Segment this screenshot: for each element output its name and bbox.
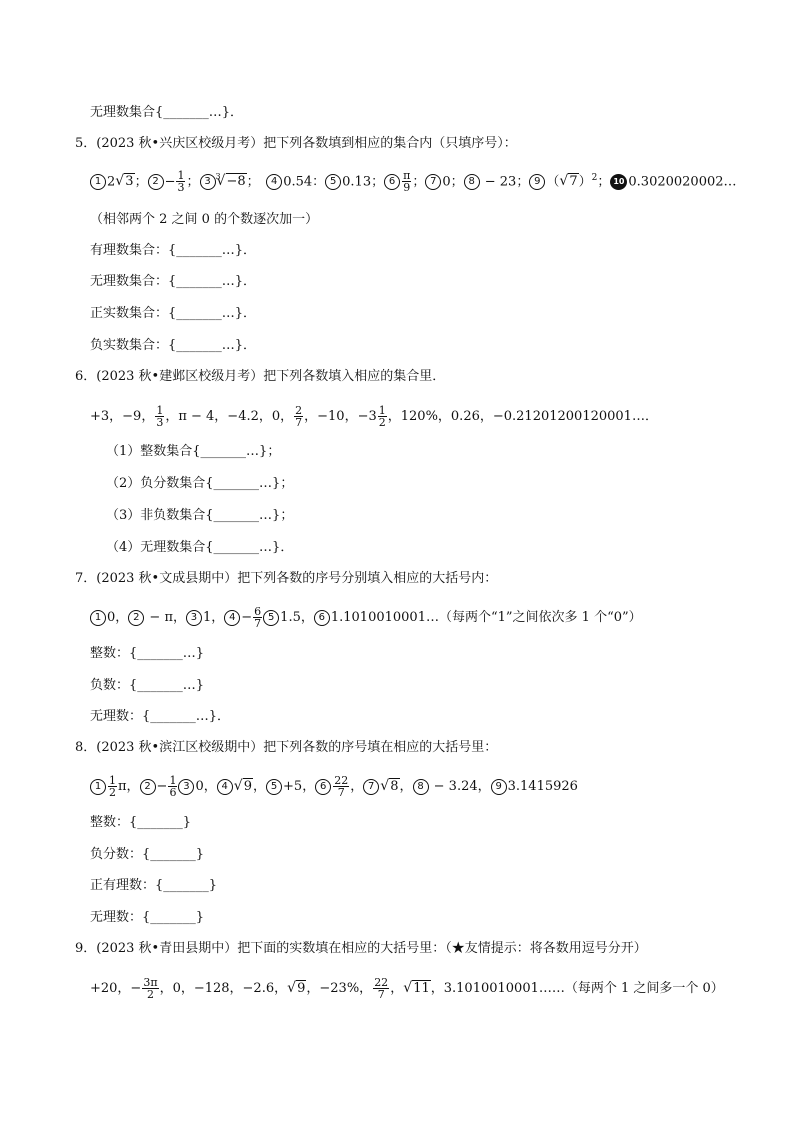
q6-header: 6．(2023 秋•建邺区校级月考）把下列各数填入相应的集合里． <box>75 369 446 384</box>
q6-numbers: +3，−9， $\frac{1}{3}$ ，π − 4，−4.2，0， $\frac{2}{7}$ ，−10，−3 $\frac{1}{2}$ ，120%，0.26，−0.21201200120001…． <box>90 404 658 429</box>
q9-header: 9．(2023 秋•青田县期中）把下面的实数填在相应的大括号里：（★友情提示：将各数用逗号分开） <box>75 941 647 956</box>
q7-header: 7．(2023 秋•文成县期中）把下列各数的序号分别填入相应的大括号内： <box>75 571 498 586</box>
q5-set-irrational: 无理数集合：{_______…}． <box>90 274 257 289</box>
q8-set-neg-fraction: 负分数：{_______} <box>90 847 205 862</box>
q6-set-irrational: （4）无理数集合{_______…}． <box>106 540 294 555</box>
q5-set-negative: 负实数集合：{_______…}． <box>90 338 257 353</box>
q8-set-irrational: 无理数：{_______} <box>90 910 205 925</box>
q5-note: （相邻两个 2 之间 0 的个数逐次加一） <box>90 212 319 227</box>
q4-irrational-set: 无理数集合{_______…}． <box>90 105 244 120</box>
q7-set-integer: 整数：{_______…} <box>90 646 205 661</box>
q5-set-positive: 正实数集合：{_______…}． <box>90 306 257 321</box>
q7-set-irrational: 无理数：{_______…}． <box>90 709 231 724</box>
q9-numbers: +20，− $\frac{3\pi}{2}$ ，0，−128，−2.6，√ 9，−23%， $\frac{22}{7}$ ，√ 11，3.1010010001……（每两个 1 之间多一个 0） <box>90 977 724 1000</box>
q6-set-neg-fraction: （2）负分数集合{_______…}； <box>106 476 294 491</box>
q5-header: 5．(2023 秋•兴庆区校级月考）把下列各数填到相应的集合内（只填序号）： <box>75 136 517 151</box>
q5-set-rational: 有理数集合：{_______…}． <box>90 243 257 258</box>
q8-numbers: 1 $\frac{1}{2}$ π， 2 − $\frac{1}{6}$ 3 0， 4√ 9， 5 +5， 6 $\frac{22}{7}$ ， 7√ 8， 8 − 3.24， 9 3.1415926 <box>90 775 578 798</box>
q7-set-negative: 负数：{_______…} <box>90 678 205 693</box>
q8-set-integer: 整数：{_______} <box>90 815 192 830</box>
q7-numbers: 1 0， 2 − π， 3 1， 4 − $\frac{6}{7}$ 5 1.5， 6 1.1010010001…（每两个“1”之间依次多 1 个“0”） <box>90 606 642 629</box>
q6-set-integer: （1）整数集合{_______…}； <box>106 444 281 459</box>
q6-set-nonneg: （3）非负数集合{_______…}； <box>106 508 294 523</box>
q8-header: 8．(2023 秋•滨江区校级期中）把下列各数的序号填在相应的大括号里： <box>75 740 498 755</box>
q8-set-pos-rational: 正有理数：{_______} <box>90 878 218 893</box>
q5-numbers: 1 2√ 3； 2 − $\frac{1}{3}$ ； 3 √ 3 −8； 4 0.54： 5 0.13； 6 $\frac{\pi}{9}$ ； 7 0； 8 − 23； 9 （√ 7）$^2$； 10 0.3020020002… <box>90 168 737 193</box>
